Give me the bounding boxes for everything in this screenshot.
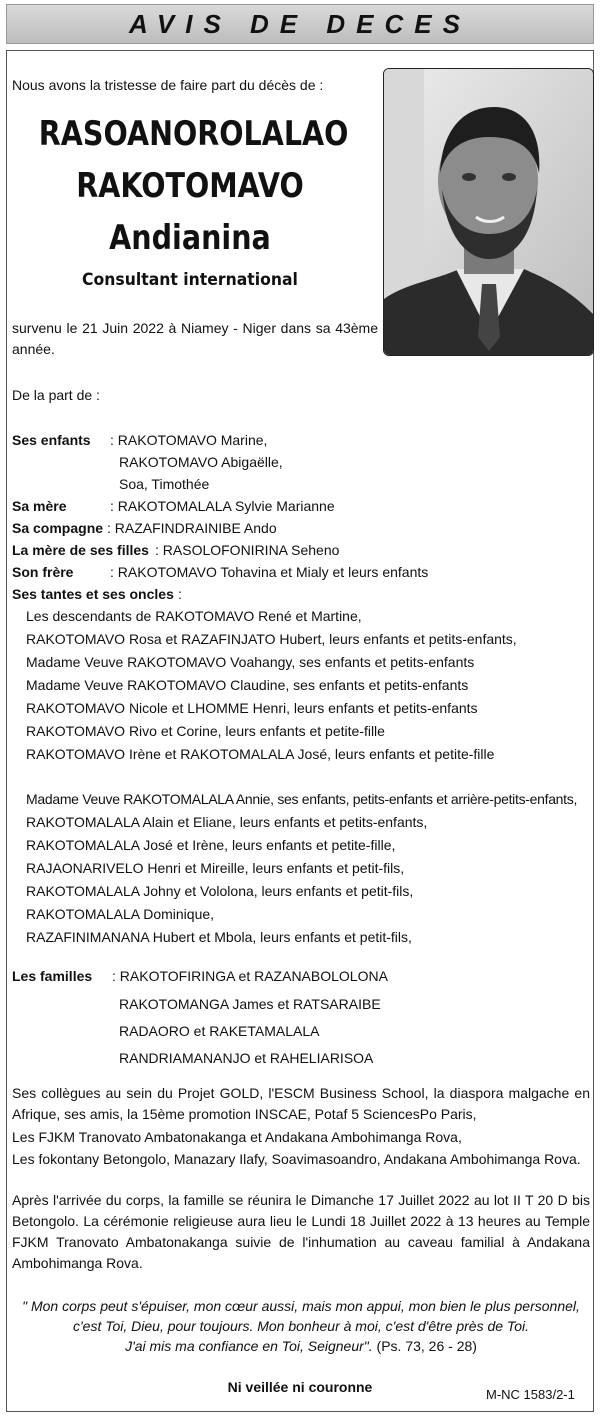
children-label: Ses enfants [12,432,91,448]
families-line: RANDRIAMANANJO et RAHELIARISOA [119,1050,374,1066]
daughters-mother-label: La mère de ses filles [12,542,149,558]
daughters-mother-name: : RASOLOFONIRINA Seheno [155,542,340,558]
aunts-line: Madame Veuve RAKOTOMAVO Claudine, ses enfants et petits-enfants [26,677,469,693]
footer-note: Ni veillée ni couronne [227,1379,373,1395]
families-line: RAKOTOMANGA James et RATSARAIBE [119,996,381,1012]
quote-line-last [12,1336,590,1356]
deceased-profession: Consultant international [82,270,298,290]
children-line: Soa, Timothée [119,476,210,492]
aunts-line: Madame Veuve RAKOTOMALALA Annie, ses enfants, petits-enfants et arrière-petits-enfants, [26,791,578,807]
aunts-line: RAJAONARIVELO Henri et Mireille, leurs enfants et petit-fils, [26,860,405,876]
notice-header: AVIS DE DECES [6,4,594,44]
quote-line: c'est Toi, Dieu, pour toujours. Mon bonheur à moi, c'est d'être près de Toi. [72,1318,529,1334]
aunts-line: RAKOTOMALALA Johny et Vololona, leurs enfants et petit-fils, [26,883,414,899]
aunts-colon: : [178,586,182,602]
fokontany-line: Les fokontany Betongolo, Manazary Ilafy, Soavimasoandro, Andakana Ambohimanga Rova. [12,1151,581,1167]
partner-label: Sa compagne [12,520,104,536]
mother-label: Sa mère [12,498,67,514]
brother-label: Son frère [12,564,74,580]
quote-text: J'ai mis ma confiance en Toi, Seigneur". [125,1338,373,1354]
families-line: RADAORO et RAKETAMALALA [119,1023,320,1039]
aunts-line: RAKOTOMAVO Rivo et Corine, leurs enfants et petite-fille [26,723,385,739]
mother-name: : RAKOTOMALALA Sylvie Marianne [110,498,335,514]
churches-line: Les FJKM Tranovato Ambatonakanga et Andakana Ambohimanga Rova, [12,1129,462,1145]
deceased-surname-line1: RASOANOROLALAO [38,114,349,154]
deceased-photo [383,68,594,356]
brother-name: : RAKOTOMAVO Tohavina et Mialy et leurs enfants [110,564,429,580]
deceased-surname-line2: RAKOTOMAVO [76,166,304,206]
aunts-line: RAKOTOMALALA Alain et Eliane, leurs enfants et petits-enfants, [26,814,428,830]
aunts-line: RAKOTOMAVO Irène et RAKOTOMALALA José, leurs enfants et petite-fille [26,746,495,762]
intro-text: Nous avons la tristesse de faire part du décès de : [12,77,324,93]
children-line: RAKOTOMAVO Abigaëlle, [119,454,283,470]
from-label: De la part de : [12,387,100,403]
aunts-line: RAKOTOMALALA José et Irène, leurs enfants et petite-fille, [26,837,396,853]
aunts-line: RAZAFINIMANANA Hubert et Mbola, leurs enfants et petit-fils, [26,929,412,945]
quote-reference: (Ps. 73, 26 - 28) [372,1338,477,1354]
aunts-label: Ses tantes et ses oncles [12,586,174,602]
deceased-first-name: Andianina [109,218,271,258]
reference-code: M-NC 1583/2-1 [486,1387,575,1402]
ceremony-paragraph: Après l'arrivée du corps, la famille se réunira le Dimanche 17 Juillet 2022 au lot II T 20 D bis Betongolo. La cérémonie religieuse aura lieu le Lundi 18 Juillet 2022 à 13 heures au Temple FJKM Tranovato Ambatonakanga suivie de l'inhumation au caveau familial à Andakana Ambohimanga Rova. [12,1192,590,1271]
death-info: survenu le 21 Juin 2022 à Niamey - Niger dans sa 43ème année. [12,320,378,357]
quote-line: " Mon corps peut s'épuiser, mon cœur aussi, mais mon appui, mon bien le plus personnel, [22,1298,580,1314]
aunts-line: RAKOTOMAVO Nicole et LHOMME Henri, leurs enfants et petits-enfants [26,700,478,716]
aunts-line: Madame Veuve RAKOTOMAVO Voahangy, ses enfants et petits-enfants [26,654,475,670]
families-line: : RAKOTOFIRINGA et RAZANABOLOLONA [112,968,388,984]
aunts-line: Les descendants de RAKOTOMAVO René et Martine, [26,608,362,624]
colleagues-paragraph: Ses collègues au sein du Projet GOLD, l'ESCM Business School, la diaspora malgache en Afrique, ses amis, la 15ème promotion INSCAE, Potaf 5 SciencesPo Paris, [12,1085,590,1122]
families-label: Les familles [12,968,93,984]
aunts-line: RAKOTOMAVO Rosa et RAZAFINJATO Hubert, leurs enfants et petits-enfants, [26,631,517,647]
partner-name: : RAZAFINDRAINIBE Ando [107,520,277,536]
aunts-line: RAKOTOMALALA Dominique, [26,906,215,922]
children-line: : RAKOTOMAVO Marine, [110,432,268,448]
